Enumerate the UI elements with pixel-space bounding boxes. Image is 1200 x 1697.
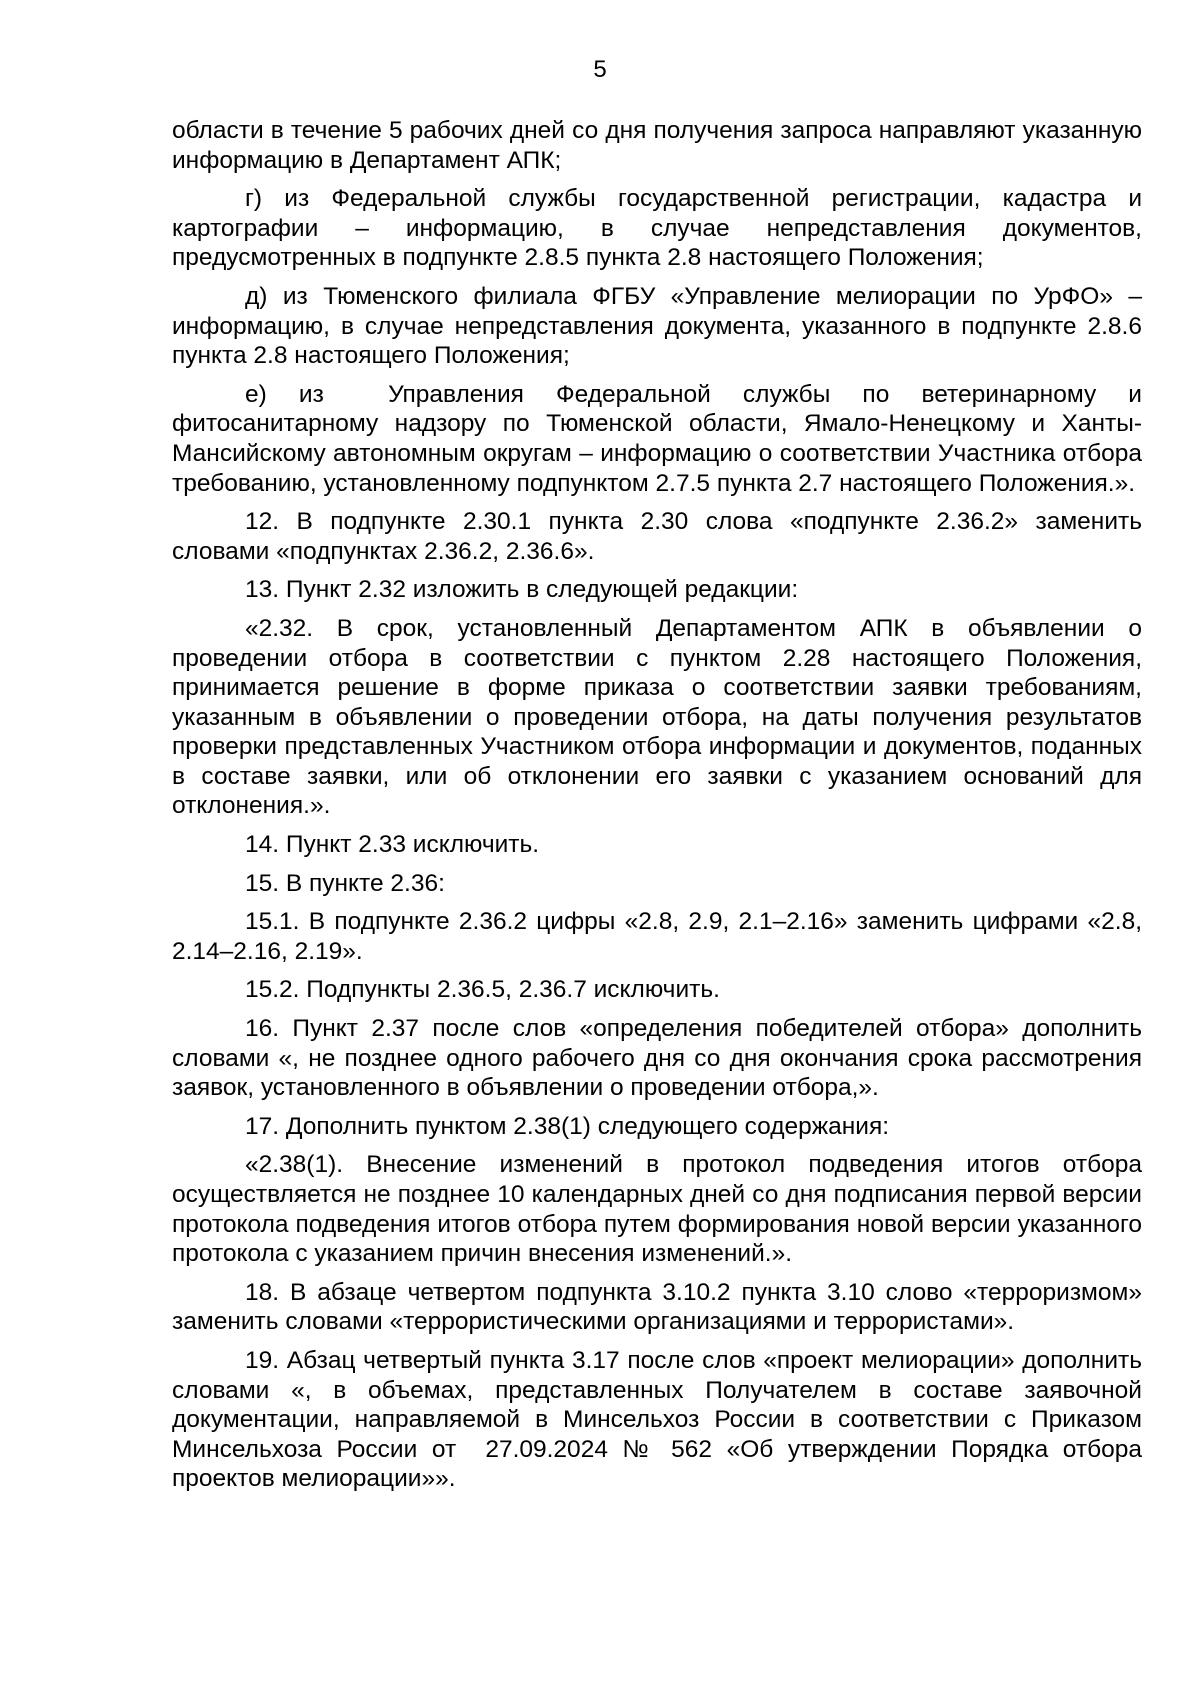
paragraph-8: 14. Пункт 2.33 исключить. xyxy=(245,831,540,859)
paragraph-5: 12. В подпункте 2.30.1 пункта 2.30 слова «подпункте 2.36.2» заменить словами «подпунктах 2.36.2, 2.36.6». xyxy=(172,508,1149,565)
paragraph-2: г) из Федеральной службы государственной регистрации, кадастра и картографии – информацию, в случае непредставления документов, предусмотренных в подпункте 2.8.5 пункта 2.8 настоящего Положения; xyxy=(172,185,1149,272)
paragraph-4: е) из Управления Федеральной службы по ветеринарному и фитосанитарному надзору по Тюменской области, Ямало-Ненецкому и Ханты-Мансийскому автономным округам – информацию о соответствии Участника отбора требованию, установленному подпунктом 2.7.5 пункта 2.7 настоящего Положения.». xyxy=(172,380,1149,497)
page-number: 5 xyxy=(593,56,607,83)
paragraph-1: области в течение 5 рабочих дней со дня получения запроса направляют указанную информацию в Департамент АПК; xyxy=(172,117,1149,174)
paragraph-16: 19. Абзац четвертый пункта 3.17 после слов «проект мелиорации» дополнить словами «, в объемах, представленных Получателем в составе заявочной документации, направляемой в Минсельхоз России в соответствии с Приказом Минсельхоза России от 27.09.2024 № 562 «Об утверждении Порядка отбора проектов мелиорации»». xyxy=(172,1346,1149,1493)
paragraph-6: 13. Пункт 2.32 изложить в следующей редакции: xyxy=(245,576,799,604)
paragraph-11: 15.2. Подпункты 2.36.5, 2.36.7 исключить. xyxy=(245,976,720,1004)
paragraph-13: 17. Дополнить пунктом 2.38(1) следующего содержания: xyxy=(245,1112,890,1140)
paragraph-15: 18. В абзаце четвертом подпункта 3.10.2 пункта 3.10 слово «терроризмом» заменить словами «террористическими организациями и террористами». xyxy=(172,1278,1149,1336)
paragraph-3: д) из Тюменского филиала ФГБУ «Управление мелиорации по УрФО» – информацию, в случае непредставления документа, указанного в подпункте 2.8.6 пункта 2.8 настоящего Положения; xyxy=(172,282,1149,370)
paragraph-12: 16. Пункт 2.37 после слов «определения победителей отбора» дополнить словами «, не позднее одного рабочего дня со дня окончания срока рассмотрения заявок, установленного в объявлении о проведении отбора,». xyxy=(172,1015,1149,1102)
document-body xyxy=(172,116,1149,1503)
paragraph-10: 15.1. В подпункте 2.36.2 цифры «2.8, 2.9, 2.1–2.16» заменить цифрами «2.8, 2.14–2.16, 2.19». xyxy=(172,908,1149,965)
paragraph-9: 15. В пункте 2.36: xyxy=(245,869,445,897)
paragraph-14: «2.38(1). Внесение изменений в протокол подведения итогов отбора осуществляется не позднее 10 календарных дней со дня подписания первой версии протокола подведения итогов отбора путем формирования новой версии указанного протокола с указанием причин внесения изменений.». xyxy=(172,1151,1149,1268)
paragraph-7: «2.32. В срок, установленный Департаментом АПК в объявлении о проведении отбора в соответствии с пунктом 2.28 настоящего Положения, принимается решение в форме приказа о соответствии заявки требованиям, указанным в объявлении о проведении отбора, на даты получения результатов проверки представленных Участником отбора информации и документов, поданных в составе заявки, или об отклонении его заявки с указанием оснований для отклонения.». xyxy=(172,614,1149,820)
